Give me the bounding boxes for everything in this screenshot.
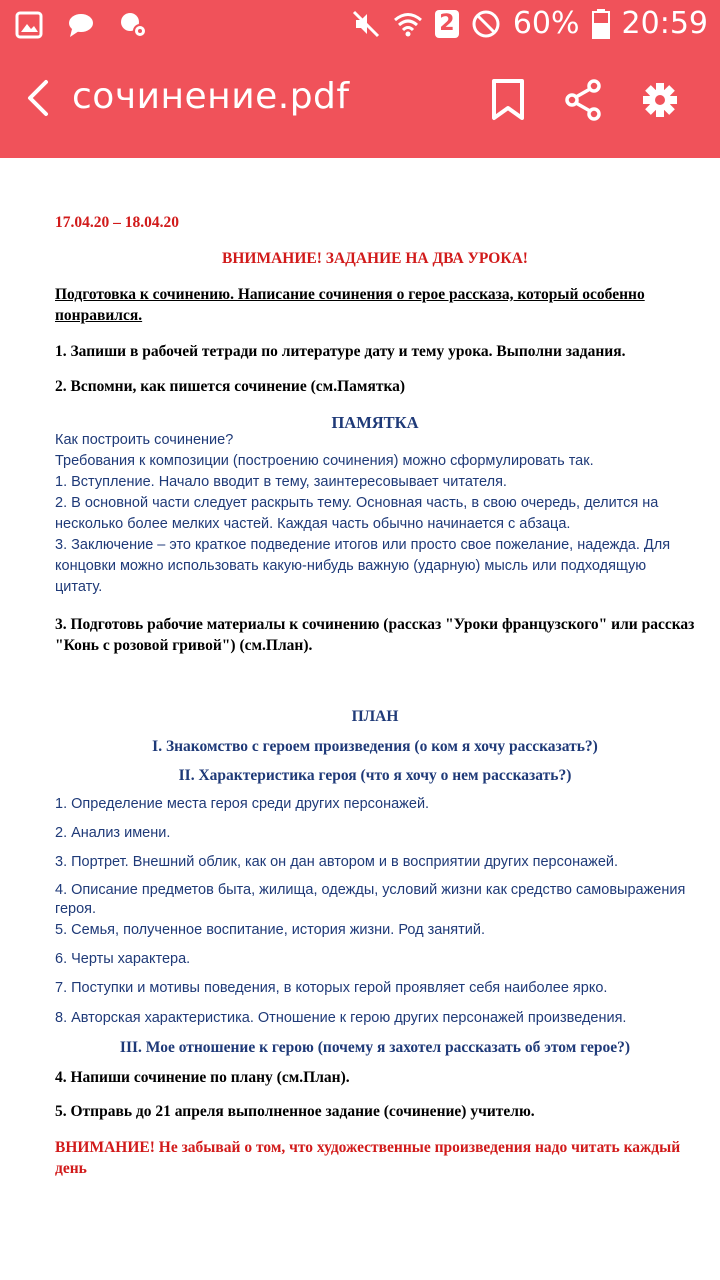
memo-line: 1. Вступление. Начало вводит в тему, заинтересовывает читателя. <box>55 474 507 490</box>
final-attention-note: ВНИМАНИЕ! Не забывай о том, что художественные произведения надо читать каждый день <box>55 1139 681 1177</box>
memo-body <box>55 430 695 598</box>
clock: 20:59 <box>621 6 708 41</box>
lesson-date: 17.04.20 – 18.04.20 <box>55 214 179 231</box>
plan-item: 7. Поступки и мотивы поведения, в которых герой проявляет себя наиболее ярко. <box>55 980 608 996</box>
plan-item: 5. Семья, полученное воспитание, история жизни. Род занятий. <box>55 922 486 938</box>
task-2: 2. Вспомни, как пишется сочинение (см.Памятка) <box>55 378 406 395</box>
plan-title: ПЛАН <box>351 708 399 725</box>
settings-gear-icon[interactable] <box>640 78 680 122</box>
battery-icon <box>592 9 610 39</box>
sim-badge: 2 <box>435 10 459 38</box>
memo-title: ПАМЯТКА <box>331 413 419 432</box>
do-not-disturb-icon <box>471 9 501 39</box>
memo-line: 3. Заключение – это краткое подведение итогов или просто свое пожелание, надежда. Для концовки можно использовать какую-нибудь важную (ударную) мысль или подходящую цитату. <box>55 537 671 595</box>
memo-line: 2. В основной части следует раскрыть тему. Основная часть, в свою очередь, делится на несколько более мелких частей. Каждая часть обычно начинается с абзаца. <box>55 495 659 532</box>
chat-icon <box>66 10 96 40</box>
app-bar <box>0 56 720 158</box>
status-bar <box>0 0 720 56</box>
plan-item: 3. Портрет. Внешний облик, как он дан автором и в восприятии других персонажей. <box>55 854 619 870</box>
memo-line: Как построить сочинение? <box>55 432 234 448</box>
back-arrow-icon[interactable] <box>20 78 60 118</box>
plan-section-3: III. Мое отношение к герою (почему я захотел рассказать об этом герое?) <box>119 1039 631 1056</box>
task-4: 4. Напиши сочинение по плану (см.План). <box>55 1069 350 1086</box>
battery-percent: 60% <box>512 6 580 41</box>
plan-item: 8. Авторская характеристика. Отношение к герою других персонажей произведения. <box>55 1010 627 1026</box>
location-settings-icon <box>118 10 148 40</box>
wifi-icon <box>393 9 423 39</box>
share-icon[interactable] <box>564 78 604 122</box>
task-5: 5. Отправь до 21 апреля выполненное задание (сочинение) учителю. <box>55 1103 535 1120</box>
task-3: 3. Подготовь рабочие материалы к сочинению (рассказ "Уроки французского" или рассказ "Конь с розовой гривой") (см.План). <box>55 616 695 654</box>
plan-section-2: II. Характеристика героя (что я хочу о нем рассказать?) <box>178 767 572 784</box>
gallery-icon <box>14 10 44 40</box>
plan-item: 1. Определение места героя среди других персонажей. <box>55 796 430 812</box>
pdf-page[interactable] <box>0 158 720 1280</box>
lesson-topic: Подготовка к сочинению. Написание сочинения о герое рассказа, который особенно понравился. <box>55 286 645 324</box>
plan-section-1: I. Знакомство с героем произведения (о ком я хочу рассказать?) <box>152 738 598 755</box>
document-title: сочинение.pdf <box>72 76 350 117</box>
plan-item: 4. Описание предметов быта, жилища, одежды, условий жизни как средство самовыражения героя. <box>55 882 686 917</box>
attention-heading: ВНИМАНИЕ! ЗАДАНИЕ НА ДВА УРОКА! <box>222 250 528 267</box>
mute-icon <box>351 9 381 39</box>
bookmark-icon[interactable] <box>488 78 528 122</box>
plan-item: 6. Черты характера. <box>55 951 191 967</box>
memo-line: Требования к композиции (построению сочинения) можно сформулировать так. <box>55 453 594 469</box>
task-1: 1. Запиши в рабочей тетради по литературе дату и тему урока. Выполни задания. <box>55 343 626 360</box>
plan-item: 2. Анализ имени. <box>55 825 171 841</box>
